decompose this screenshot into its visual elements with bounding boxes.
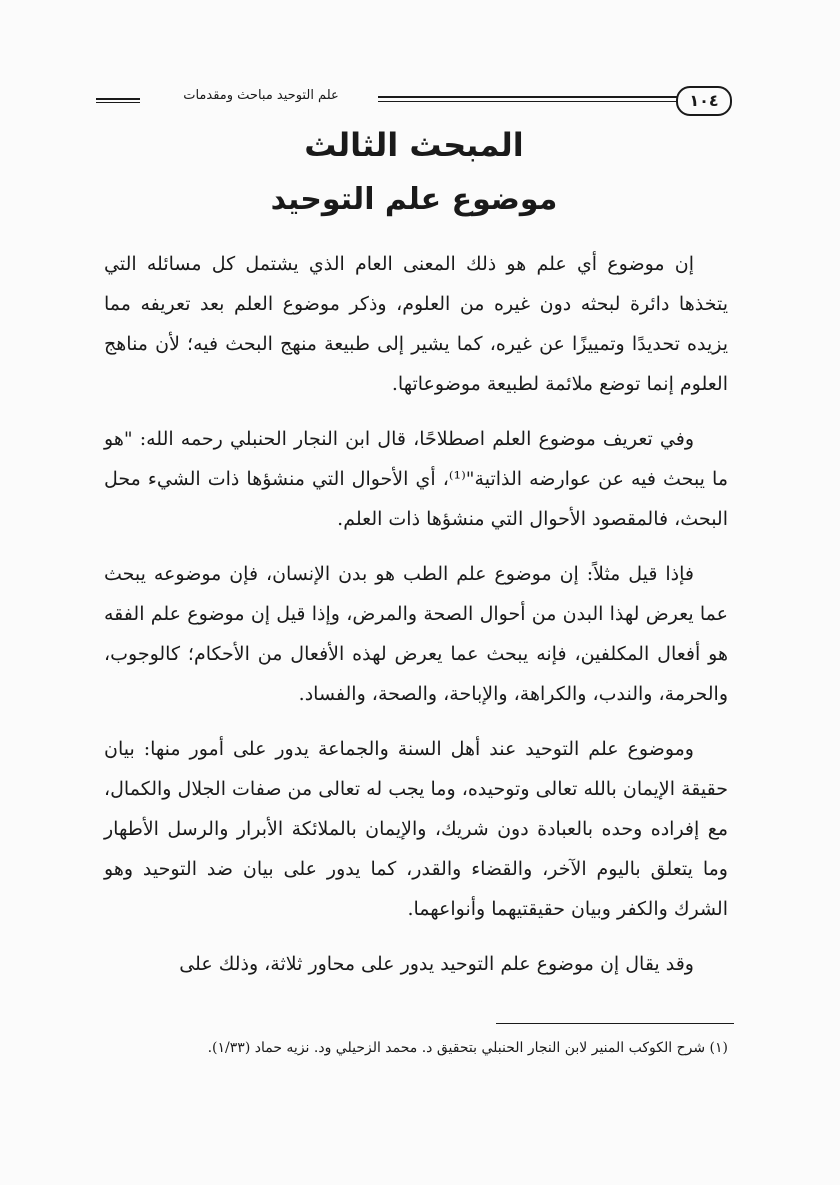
running-title: علم التوحيد مباحث ومقدمات (183, 88, 339, 103)
page-number: ١٠٤ (676, 86, 732, 116)
footnote: (١) شرح الكوكب المنير لابن النجار الحنبلي بتحقيق د. محمد الزحيلي ود. نزيه حماد (١/٣٣). (207, 1040, 728, 1056)
paragraph-4: وموضوع علم التوحيد عند أهل السنة والجماعة يدور على أمور منها: بيان حقيقة الإيمان بالله تعالى وتوحيده، وما يجب له تعالى من صفات الجلال والكمال، مع إفراده وحده بالعبادة دون شريك، والإيمان بالملائكة الأبرار والرسل الأطهار وما يتعلق باليوم الآخر، والقضاء والقدر، كما يدور على بيان ضد التوحيد وهو الشرك والكفر وبيان حقيقتيهما وأنواعهما. (104, 738, 728, 920)
paragraph-5: وقد يقال إن موضوع علم التوحيد يدور على محاور ثلاثة، وذلك على (179, 953, 694, 975)
body-text (104, 244, 728, 999)
header-rule (378, 96, 678, 102)
section-title: المبحث الثالث (304, 126, 524, 164)
page-header (96, 82, 732, 118)
paragraph-3: فإذا قيل مثلاً: إن موضوع علم الطب هو بدن الإنسان، فإن موضوعه يبحث عما يعرض لهذا البدن من أحوال الصحة والمرض، وإذا قيل إن موضوع علم الفقه هو أفعال المكلفين، فإنه يبحث عما يعرض لهذه الأفعال من الأحكام؛ كالوجوب، والحرمة، والندب، والكراهة، والإباحة، والصحة، والفساد. (104, 563, 728, 705)
section-subtitle: موضوع علم التوحيد (270, 182, 558, 217)
footnote-rule (496, 1023, 734, 1024)
header-dash (96, 98, 140, 103)
paragraph-2: وفي تعريف موضوع العلم اصطلاحًا، قال ابن النجار الحنبلي رحمه الله: "هو ما يبحث فيه عن عوارضه الذاتية"⁽¹⁾، أي الأحوال التي منشؤها ذات الشيء محل البحث، فالمقصود الأحوال التي منشؤها ذات العلم. (104, 428, 728, 530)
paragraph-1: إن موضوع أي علم هو ذلك المعنى العام الذي يشتمل كل مسائله التي يتخذها دائرة لبحثه دون غيره من العلوم، وذكر موضوع العلم بعد تعريفه مما يزيده تحديدًا وتمييزًا عن غيره، كما يشير إلى طبيعة منهج البحث فيه؛ لأن مناهج العلوم إنما توضع ملائمة لطبيعة موضوعاتها. (104, 253, 728, 395)
